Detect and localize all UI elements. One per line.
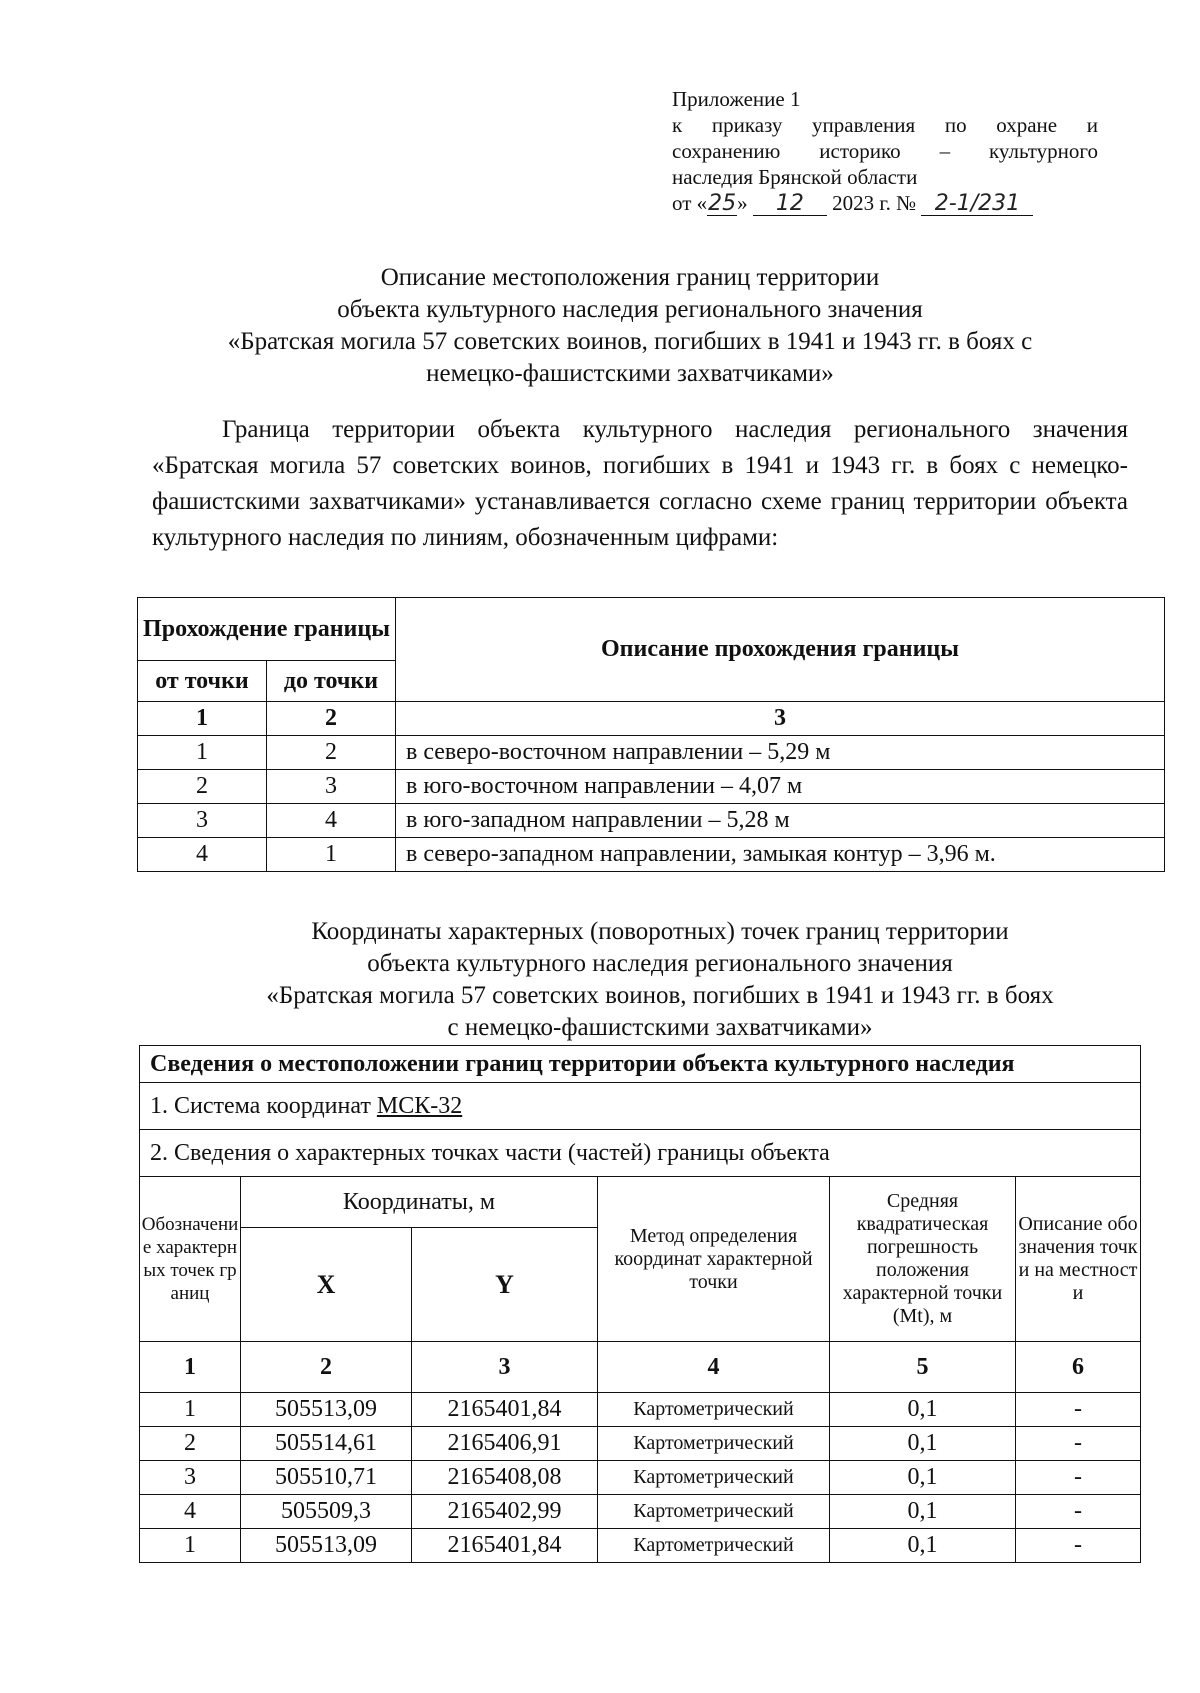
- order-date-line: [672, 190, 1098, 216]
- from-point: 1: [138, 736, 267, 770]
- header-coordinates: Координаты, м: [241, 1177, 598, 1228]
- to-point: 1: [267, 838, 396, 872]
- coord-x: 505514,61: [241, 1427, 412, 1461]
- header-y: Y: [412, 1228, 598, 1342]
- point-description: -: [1016, 1393, 1141, 1427]
- point-description: -: [1016, 1427, 1141, 1461]
- header-from-point: от точки: [138, 661, 267, 702]
- table-row: [138, 736, 1165, 770]
- column-number: 3: [412, 1342, 598, 1393]
- handwritten-month: 12: [753, 193, 827, 216]
- coordinate-system-row: [140, 1083, 1141, 1130]
- coord-x: 505513,09: [241, 1393, 412, 1427]
- title2-line1: Координаты характерных (поворотных) точек границ территории: [311, 918, 1009, 945]
- mean-error: 0,1: [830, 1529, 1016, 1563]
- coord-y: 2165406,91: [412, 1427, 598, 1461]
- coordinates-title: [160, 916, 1160, 1044]
- column-number: 1: [138, 702, 267, 736]
- date-year: 2023 г. №: [832, 191, 917, 215]
- to-point: 2: [267, 736, 396, 770]
- title1-line2: объекта культурного наследия регионального значения: [337, 296, 923, 323]
- appendix-order-ref-2: сохранению историко – культурного: [672, 139, 1098, 163]
- from-point: 3: [138, 804, 267, 838]
- coordinate-system-value: МСК-32: [376, 1093, 463, 1119]
- method: Картометрический: [598, 1393, 830, 1427]
- header-passage: Прохождение границы: [138, 598, 396, 661]
- header-point-description: Описание обозначения точки на местности: [1016, 1177, 1141, 1342]
- title1-line3: «Братская могила 57 советских воинов, погибших в 1941 и 1943 гг. в боях с: [227, 328, 1033, 355]
- section-header: Сведения о местоположении границ территории объекта культурного наследия: [140, 1046, 1141, 1083]
- column-number: 4: [598, 1342, 830, 1393]
- column-number: 3: [396, 702, 1165, 736]
- column-number: 2: [241, 1342, 412, 1393]
- point-description: -: [1016, 1461, 1141, 1495]
- mean-error: 0,1: [830, 1461, 1016, 1495]
- point-description: -: [1016, 1529, 1141, 1563]
- point-id: 3: [140, 1461, 241, 1495]
- date-mid: »: [737, 191, 748, 215]
- boundary-passage-table: [137, 597, 1165, 872]
- from-point: 4: [138, 838, 267, 872]
- appendix-authority: наследия Брянской области: [672, 165, 918, 189]
- appendix-order-ref: к приказу управления по охране и: [672, 113, 1098, 137]
- title1-line4: немецко-фашистскими захватчиками»: [426, 360, 834, 387]
- table-row: [140, 1529, 1141, 1563]
- table-row: [138, 804, 1165, 838]
- point-id: 4: [140, 1495, 241, 1529]
- table-row: [140, 1393, 1141, 1427]
- column-number: 1: [140, 1342, 241, 1393]
- point-id: 1: [140, 1529, 241, 1563]
- coord-x: 505513,09: [241, 1529, 412, 1563]
- passage-description: в северо-восточном направлении – 5,29 м: [396, 736, 1165, 770]
- title2-line2: объекта культурного наследия регионального значения: [367, 950, 953, 977]
- column-number: 6: [1016, 1342, 1141, 1393]
- method: Картометрический: [598, 1461, 830, 1495]
- point-id: 2: [140, 1427, 241, 1461]
- passage-description: в северо-западном направлении, замыкая контур – 3,96 м.: [396, 838, 1165, 872]
- handwritten-order-number: 2-1/231: [921, 193, 1033, 216]
- appendix-title: Приложение 1: [672, 87, 801, 111]
- title1-line1: Описание местоположения границ территории: [380, 264, 880, 291]
- table-row: [140, 1427, 1141, 1461]
- mean-error: 0,1: [830, 1495, 1016, 1529]
- title2-line3: «Братская могила 57 советских воинов, погибших в 1941 и 1943 гг. в боях: [266, 982, 1054, 1009]
- description-title: [130, 262, 1130, 390]
- to-point: 4: [267, 804, 396, 838]
- coord-x: 505509,3: [241, 1495, 412, 1529]
- method: Картометрический: [598, 1529, 830, 1563]
- header-method: Метод определения координат характерной точки: [598, 1177, 830, 1342]
- header-point-designation: Обозначение характерных точек границ: [140, 1177, 241, 1342]
- table-row: [138, 838, 1165, 872]
- coord-y: 2165401,84: [412, 1393, 598, 1427]
- column-number: 5: [830, 1342, 1016, 1393]
- coord-y: 2165408,08: [412, 1461, 598, 1495]
- header-mean-error: Средняя квадратическая погрешность положения характерной точки (Mt), м: [830, 1177, 1016, 1342]
- header-to-point: до точки: [267, 661, 396, 702]
- table-row: [140, 1495, 1141, 1529]
- appendix-block: [672, 86, 1098, 216]
- header-description: Описание прохождения границы: [396, 598, 1165, 702]
- header-x: X: [241, 1228, 412, 1342]
- point-id: 1: [140, 1393, 241, 1427]
- coord-y: 2165402,99: [412, 1495, 598, 1529]
- coord-y: 2165401,84: [412, 1529, 598, 1563]
- table-row: [140, 1461, 1141, 1495]
- table-row: [138, 770, 1165, 804]
- mean-error: 0,1: [830, 1393, 1016, 1427]
- passage-description: в юго-восточном направлении – 4,07 м: [396, 770, 1165, 804]
- from-point: 2: [138, 770, 267, 804]
- mean-error: 0,1: [830, 1427, 1016, 1461]
- handwritten-day: 25: [708, 191, 737, 216]
- coordinate-system-label: 1. Система координат: [150, 1093, 377, 1119]
- points-info-title: 2. Сведения о характерных точках части (частей) границы объекта: [140, 1130, 1141, 1177]
- title2-line4: с немецко-фашистскими захватчиками»: [447, 1014, 873, 1041]
- coordinates-table: [139, 1045, 1141, 1563]
- passage-description: в юго-западном направлении – 5,28 м: [396, 804, 1165, 838]
- method: Картометрический: [598, 1495, 830, 1529]
- boundary-paragraph: Граница территории объекта культурного наследия регионального значения «Братская могила 57 советских воинов, погибших в 1941 и 1943 гг. в боях с немецко-фашистскими захватчиками» устанавливается согласно схеме границ территории объекта культурного наследия по линиям, обозначенным цифрами:: [152, 416, 1128, 551]
- to-point: 3: [267, 770, 396, 804]
- method: Картометрический: [598, 1427, 830, 1461]
- point-description: -: [1016, 1495, 1141, 1529]
- coord-x: 505510,71: [241, 1461, 412, 1495]
- column-number: 2: [267, 702, 396, 736]
- date-prefix: от «: [672, 191, 708, 215]
